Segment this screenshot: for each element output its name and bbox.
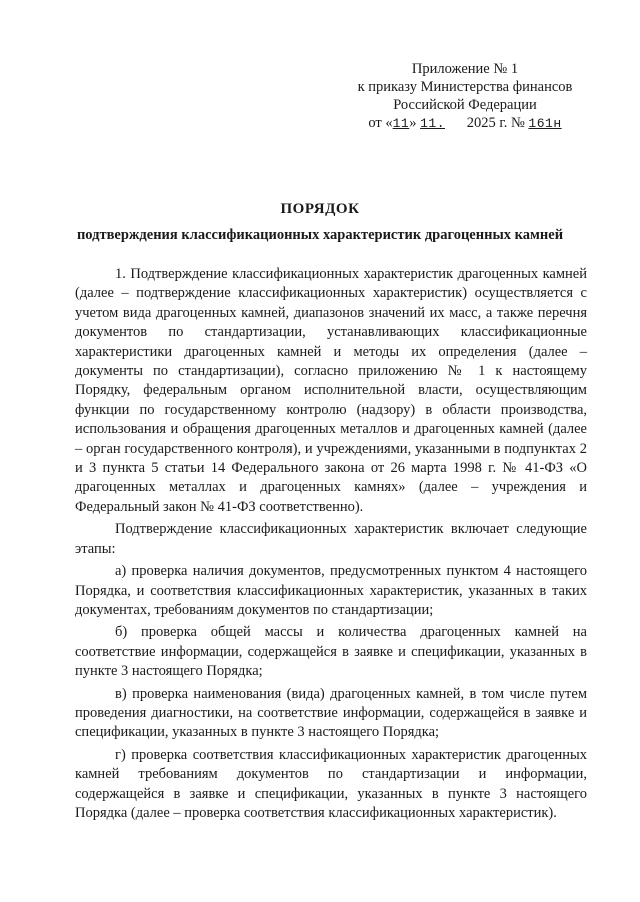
date-day: 11 [392, 116, 410, 131]
paragraph-stage-c: в) проверка наименования (вида) драгоценных камней, в том числе путем проведения диагностики, на соответствие информации, содержащейся в заявке и спецификации, указанных в пункте 3 настоящего Порядка; [75, 685, 587, 741]
date-prefix: от « [368, 115, 393, 131]
appendix-country: Российской Федерации [393, 97, 537, 113]
document-subtitle: подтверждения классификационных характеристик драгоценных камней [76, 227, 564, 243]
appendix-header [340, 60, 590, 133]
appendix-date-line [340, 114, 590, 133]
date-day-close: » [409, 115, 417, 131]
paragraph-stage-d: г) проверка соответствия классификационных характеристик драгоценных камней требованиям документов по стандартизации и информации, содержащейся в заявке и спецификации, указанных в пункте 3 настоящего Порядка (далее – проверка соответствия классификационных характеристик). [75, 746, 587, 821]
date-month: 11. [420, 116, 446, 131]
appendix-number: Приложение № 1 [411, 61, 519, 77]
paragraph-stages-intro: Подтверждение классификационных характеристик включает следующие этапы: [75, 521, 587, 557]
paragraph-1: 1. Подтверждение классификационных характеристик драгоценных камней (далее – подтверждение классификационных характеристик) осуществляется с учетом вида драгоценных камней, диапазонов значений их масс, а также перечня документов по стандартизации, устанавливающих классификационные характеристики драгоценных камней и методы их определения (далее – документы по стандартизации), согласно приложению № 1 к настоящему Порядку, федеральным органом исполнительной власти, осуществляющим функции по государственному контролю (надзору) в области производства, использования и обращения драгоценных металлов и драгоценных камней (далее – орган государственного контроля), и учреждениями, указанными в подпунктах 2 и 3 пункта 5 статьи 14 Федерального закона от 26 марта 1998 г. № 41-ФЗ «О драгоценных металлах и драгоценных камнях» (далее – учреждения и Федеральный закон № 41-ФЗ соответственно). [75, 266, 587, 515]
date-year: 2025 г. № [466, 115, 525, 131]
paragraph-stage-b: б) проверка общей массы и количества драгоценных камней на соответствие информации, содержащейся в заявке и спецификации, указанных в пункте 3 настоящего Порядка; [75, 624, 587, 680]
document-title: ПОРЯДОК [280, 201, 360, 217]
order-number: 161н [528, 116, 562, 131]
appendix-order-ref: к приказу Министерства финансов [357, 79, 573, 95]
document-body [75, 265, 587, 823]
paragraph-stage-a: а) проверка наличия документов, предусмотренных пунктом 4 настоящего Порядка, и соответствия классификационных характеристик, указанных в таких документах, требованиям документов по стандартизации; [75, 563, 587, 618]
